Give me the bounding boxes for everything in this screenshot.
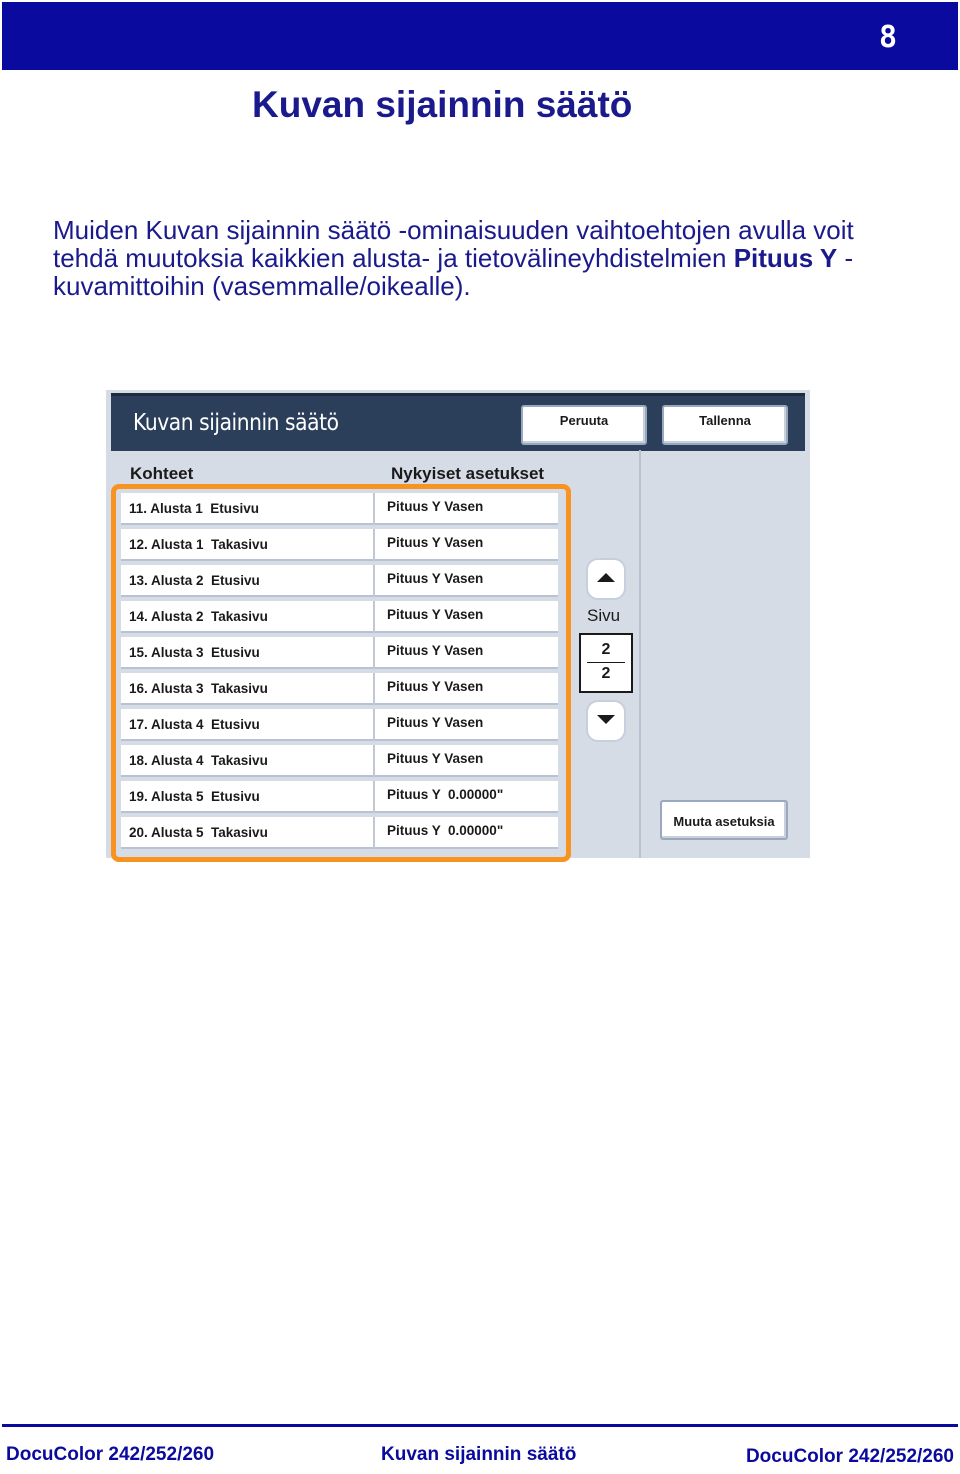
row-target: 14. Alusta 2 Takasivu xyxy=(129,609,268,624)
row-separator xyxy=(373,709,375,741)
row-setting: Pituus Y Vasen xyxy=(387,607,484,622)
row-setting: Pituus Y Vasen xyxy=(387,499,484,514)
divider xyxy=(639,450,641,858)
intro-bold: Pituus Y xyxy=(733,243,838,273)
page-current: 2 xyxy=(601,641,611,658)
row-separator xyxy=(373,817,375,849)
row-target: 15. Alusta 3 Etusivu xyxy=(129,645,260,660)
ui-title: Kuvan sijainnin säätö xyxy=(133,410,339,436)
column-header-current: Nykyiset asetukset xyxy=(391,464,545,483)
ui-header xyxy=(111,393,805,451)
page-divider xyxy=(587,662,625,663)
save-button-label: Tallenna xyxy=(699,413,751,428)
table-row[interactable] xyxy=(121,493,558,525)
footer-center: Kuvan sijainnin säätö xyxy=(381,1444,577,1465)
intro-text-1: Muiden Kuvan sijainnin säätö -ominaisuuden vaihtoehtojen avulla voit tehdä muutoksia kaikkien alusta- ja tietovälineyhdistelmien xyxy=(53,215,854,273)
row-target: 19. Alusta 5 Etusivu xyxy=(129,789,260,804)
row-setting: Pituus Y Vasen xyxy=(387,535,484,550)
row-setting: Pituus Y Vasen xyxy=(387,715,484,730)
row-separator xyxy=(373,673,375,705)
scroll-down-button[interactable] xyxy=(586,700,626,742)
row-separator xyxy=(373,601,375,633)
scroll-up-button[interactable] xyxy=(586,558,626,600)
arrow-up-icon xyxy=(597,573,615,582)
row-target: 12. Alusta 1 Takasivu xyxy=(129,537,268,552)
footer-rule xyxy=(2,1424,958,1427)
page-label: Sivu xyxy=(587,606,621,625)
intro-text-2: - kuvamittoihin (vasemmalle/oikealle). xyxy=(53,243,854,301)
column-header-targets: Kohteet xyxy=(130,464,194,483)
table-row[interactable] xyxy=(121,601,558,633)
header-bar xyxy=(2,2,958,70)
ui-panel xyxy=(106,390,810,858)
row-target: 16. Alusta 3 Takasivu xyxy=(129,681,268,696)
table-row[interactable] xyxy=(121,637,558,669)
table-row[interactable] xyxy=(121,673,558,705)
row-separator xyxy=(373,781,375,813)
row-target: 13. Alusta 2 Etusivu xyxy=(129,573,260,588)
row-separator xyxy=(373,529,375,561)
row-setting: Pituus Y 0.00000" xyxy=(387,787,504,802)
row-separator xyxy=(373,565,375,597)
table-row[interactable] xyxy=(121,745,558,777)
row-setting: Pituus Y Vasen xyxy=(387,679,484,694)
row-target: 17. Alusta 4 Etusivu xyxy=(129,717,260,732)
table-row[interactable] xyxy=(121,817,558,849)
row-separator xyxy=(373,637,375,669)
row-setting: Pituus Y 0.00000" xyxy=(387,823,504,838)
change-settings-label: Muuta asetuksia xyxy=(673,814,775,829)
row-setting: Pituus Y Vasen xyxy=(387,751,484,766)
intro-paragraph xyxy=(53,216,913,300)
table-row[interactable] xyxy=(121,529,558,561)
table-row[interactable] xyxy=(121,709,558,741)
table-row[interactable] xyxy=(121,565,558,597)
arrow-down-icon xyxy=(597,715,615,724)
page-title: Kuvan sijainnin säätö xyxy=(252,84,633,125)
footer-left: DocuColor 242/252/260 xyxy=(6,1444,215,1465)
page-total: 2 xyxy=(601,665,611,682)
save-button[interactable] xyxy=(662,405,788,445)
row-target: 18. Alusta 4 Takasivu xyxy=(129,753,268,768)
cancel-button[interactable] xyxy=(521,405,647,445)
page-indicator xyxy=(579,633,633,693)
row-separator xyxy=(373,493,375,525)
row-setting: Pituus Y Vasen xyxy=(387,643,484,658)
settings-list xyxy=(111,484,571,862)
footer-right: DocuColor 242/252/260 xyxy=(745,1446,954,1467)
chapter-number: 8 xyxy=(878,20,896,55)
row-target: 11. Alusta 1 Etusivu xyxy=(129,501,260,516)
change-settings-button[interactable] xyxy=(660,800,788,840)
row-target: 20. Alusta 5 Takasivu xyxy=(129,825,268,840)
row-separator xyxy=(373,745,375,777)
table-row[interactable] xyxy=(121,781,558,813)
cancel-button-label: Peruuta xyxy=(559,413,609,428)
row-setting: Pituus Y Vasen xyxy=(387,571,484,586)
